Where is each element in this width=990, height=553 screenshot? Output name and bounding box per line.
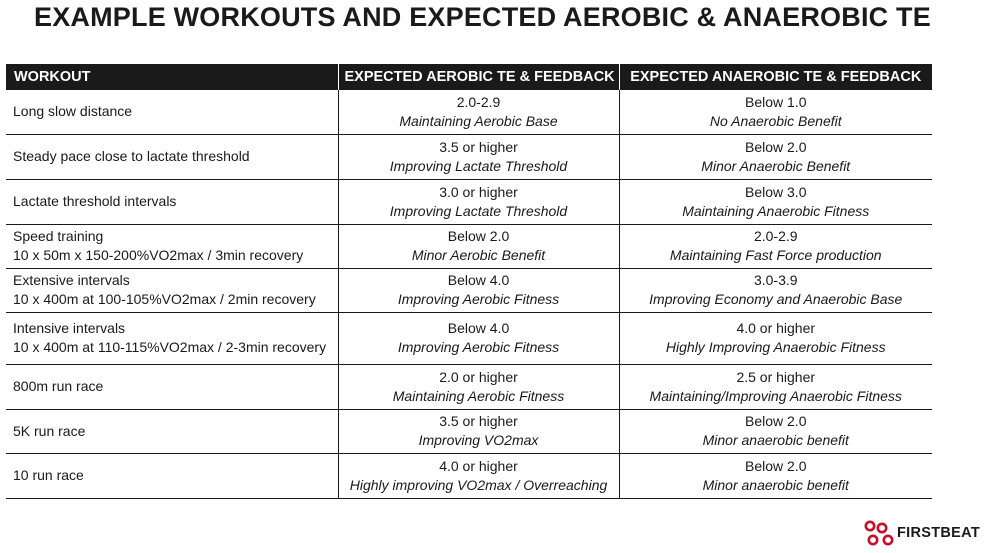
aerobic-te-cell-value: 3.5 or higher bbox=[439, 138, 518, 155]
table-row bbox=[6, 364, 932, 409]
table-header bbox=[6, 64, 932, 90]
aerobic-te-cell-value: Below 2.0 bbox=[447, 228, 510, 244]
aerobic-te-cell bbox=[338, 90, 619, 134]
anaerobic-te-cell-value: Below 2.0 bbox=[745, 457, 807, 474]
aerobic-te-cell bbox=[338, 312, 619, 364]
anaerobic-te-cell-feedback: Maintaining Fast Force production bbox=[669, 247, 882, 263]
workout-name: Steady pace close to lactate threshold bbox=[13, 148, 250, 164]
aerobic-te-cell-feedback: Improving Lactate Threshold bbox=[389, 157, 568, 174]
workout-detail: 10 x 400m at 100-105%VO2max / 2min recovery bbox=[13, 291, 316, 307]
anaerobic-te-cell-feedback: No Anaerobic Benefit bbox=[709, 112, 842, 129]
anaerobic-te-cell-value: Below 3.0 bbox=[745, 183, 807, 200]
aerobic-te-cell-value: 2.0-2.9 bbox=[456, 93, 501, 110]
aerobic-te-cell-value: Below 4.0 bbox=[447, 320, 510, 336]
workout-cell bbox=[6, 312, 338, 364]
aerobic-te-cell bbox=[338, 134, 619, 179]
table-row bbox=[6, 312, 932, 364]
anaerobic-te-cell-feedback: Improving Economy and Anaerobic Base bbox=[649, 291, 903, 307]
aerobic-te-cell bbox=[338, 224, 619, 268]
anaerobic-te-cell bbox=[619, 90, 932, 134]
aerobic-te-cell-feedback: Improving VO2max bbox=[418, 432, 539, 448]
workout-cell bbox=[6, 453, 338, 498]
anaerobic-te-cell-feedback: Highly Improving Anaerobic Fitness bbox=[665, 339, 886, 355]
aerobic-te-cell-feedback: Maintaining Aerobic Base bbox=[399, 112, 558, 129]
aerobic-te-cell-feedback: Improving Aerobic Fitness bbox=[397, 339, 560, 355]
aerobic-te-cell-value: 4.0 or higher bbox=[439, 457, 518, 474]
workouts-table bbox=[6, 64, 932, 499]
aerobic-te-cell bbox=[338, 179, 619, 224]
header-anaerobic-te: EXPECTED ANAEROBIC TE & FEEDBACK bbox=[619, 64, 932, 90]
anaerobic-te-cell-value: 3.0-3.9 bbox=[753, 272, 798, 288]
workout-name: 10 run race bbox=[13, 467, 84, 483]
workout-cell bbox=[6, 134, 338, 179]
table-row bbox=[6, 90, 932, 134]
anaerobic-te-cell bbox=[619, 224, 932, 268]
firstbeat-logo-text: FIRSTBEAT bbox=[897, 525, 980, 541]
aerobic-te-cell bbox=[338, 453, 619, 498]
table-row bbox=[6, 134, 932, 179]
table-row bbox=[6, 179, 932, 224]
aerobic-te-cell-feedback: Maintaining Aerobic Fitness bbox=[392, 387, 565, 404]
anaerobic-te-cell bbox=[619, 409, 932, 453]
workout-name: Long slow distance bbox=[13, 103, 133, 120]
workout-name: Speed training bbox=[13, 228, 104, 244]
table-row bbox=[6, 268, 932, 312]
aerobic-te-cell-value: 2.0 or higher bbox=[439, 368, 518, 385]
anaerobic-te-cell-value: 2.0-2.9 bbox=[753, 228, 798, 244]
aerobic-te-cell-value: Below 4.0 bbox=[447, 272, 510, 288]
anaerobic-te-cell bbox=[619, 179, 932, 224]
anaerobic-te-cell-feedback: Minor anaerobic benefit bbox=[702, 432, 849, 448]
workout-cell bbox=[6, 179, 338, 224]
table-row bbox=[6, 224, 932, 268]
anaerobic-te-cell-value: 4.0 or higher bbox=[736, 320, 816, 336]
workout-detail: 10 x 50m x 150-200%VO2max / 3min recovery bbox=[13, 247, 304, 263]
anaerobic-te-cell bbox=[619, 134, 932, 179]
anaerobic-te-cell-value: Below 2.0 bbox=[745, 413, 807, 429]
workout-name: 800m run race bbox=[13, 378, 104, 394]
anaerobic-te-cell bbox=[619, 453, 932, 498]
page-title: EXAMPLE WORKOUTS AND EXPECTED AEROBIC & ANAEROBIC TE bbox=[34, 2, 931, 32]
header-workout: WORKOUT bbox=[6, 64, 338, 90]
workout-cell bbox=[6, 364, 338, 409]
workout-cell bbox=[6, 224, 338, 268]
table-row bbox=[6, 409, 932, 453]
workout-name: 5K run race bbox=[13, 422, 86, 439]
aerobic-te-cell-feedback: Improving Lactate Threshold bbox=[389, 202, 568, 219]
workout-detail: 10 x 400m at 110-115%VO2max / 2-3min recovery bbox=[13, 339, 327, 355]
workout-cell bbox=[6, 409, 338, 453]
table-body bbox=[6, 90, 932, 498]
workout-name: Intensive intervals bbox=[13, 320, 126, 336]
anaerobic-te-cell bbox=[619, 312, 932, 364]
anaerobic-te-cell-feedback: Minor Anaerobic Benefit bbox=[701, 157, 851, 174]
anaerobic-te-cell-feedback: Minor anaerobic benefit bbox=[702, 476, 849, 493]
aerobic-te-cell-value: 3.5 or higher bbox=[439, 413, 518, 429]
firstbeat-logo-icon bbox=[863, 519, 895, 547]
anaerobic-te-cell-value: Below 2.0 bbox=[745, 138, 807, 155]
aerobic-te-cell bbox=[338, 364, 619, 409]
anaerobic-te-cell-value: Below 1.0 bbox=[745, 93, 807, 110]
workout-name: Extensive intervals bbox=[13, 272, 130, 288]
anaerobic-te-cell bbox=[619, 268, 932, 312]
anaerobic-te-cell-feedback: Maintaining Anaerobic Fitness bbox=[682, 202, 870, 219]
table-row bbox=[6, 453, 932, 498]
anaerobic-te-cell-value: 2.5 or higher bbox=[736, 368, 816, 385]
aerobic-te-cell-feedback: Minor Aerobic Benefit bbox=[411, 247, 546, 263]
aerobic-te-cell-feedback: Improving Aerobic Fitness bbox=[397, 291, 560, 307]
anaerobic-te-cell-feedback: Maintaining/Improving Anaerobic Fitness bbox=[649, 387, 902, 404]
anaerobic-te-cell bbox=[619, 364, 932, 409]
header-aerobic-te: EXPECTED AEROBIC TE & FEEDBACK bbox=[338, 64, 619, 90]
aerobic-te-cell-feedback: Highly improving VO2max / Overreaching bbox=[349, 476, 608, 493]
workout-name: Lactate threshold intervals bbox=[13, 193, 177, 209]
workout-cell bbox=[6, 268, 338, 312]
aerobic-te-cell bbox=[338, 409, 619, 453]
firstbeat-logo bbox=[863, 519, 980, 547]
workout-cell bbox=[6, 90, 338, 134]
aerobic-te-cell-value: 3.0 or higher bbox=[439, 183, 518, 200]
aerobic-te-cell bbox=[338, 268, 619, 312]
